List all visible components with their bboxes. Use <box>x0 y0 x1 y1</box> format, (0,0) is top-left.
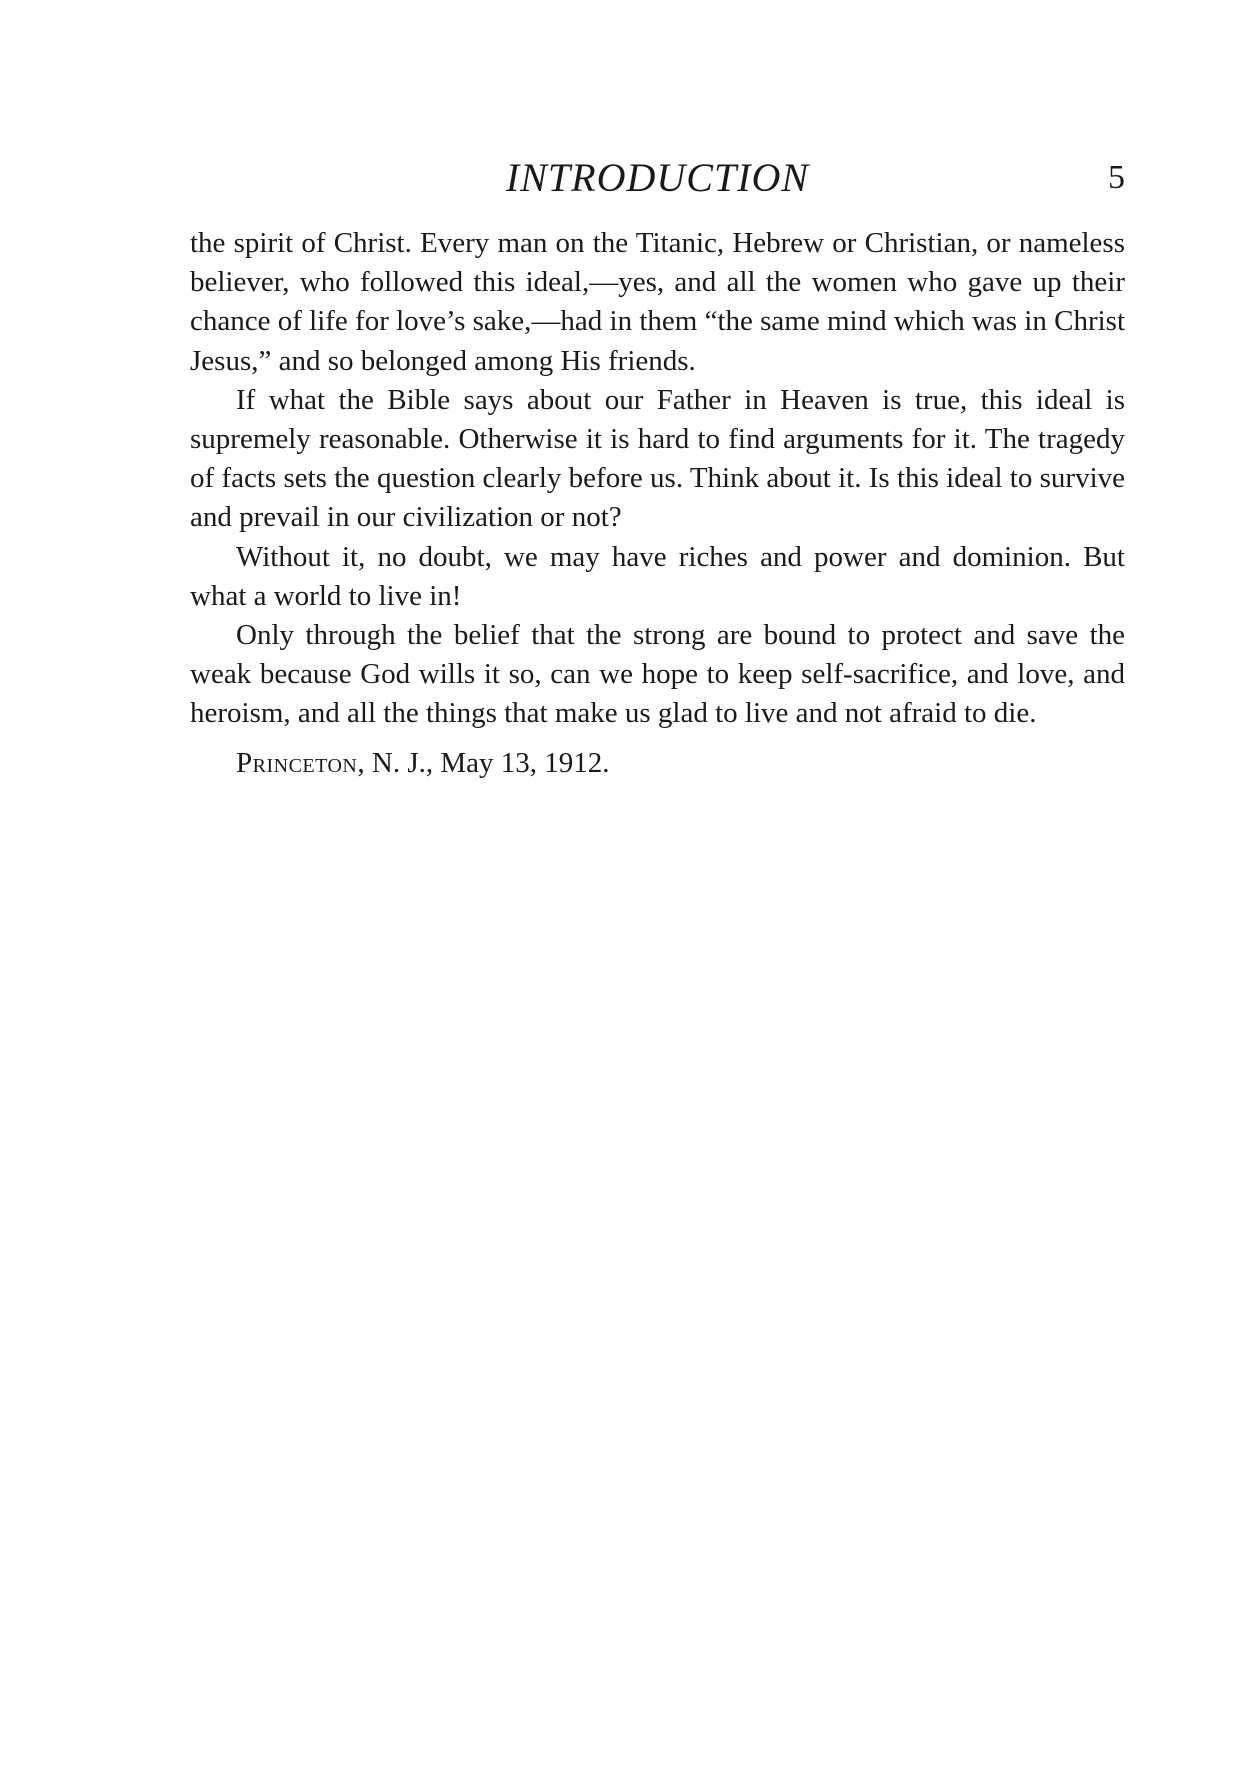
body-text <box>190 224 1125 783</box>
signature-date: , N. J., May 13, 1912. <box>357 746 610 779</box>
book-page <box>190 0 1125 1786</box>
paragraph-4: Only through the belief that the strong are bound to protect and save the weak because God wills it so, can we hope to keep self-sacrifice, and love, and heroism, and all the things that make us glad to live and not afraid to die. <box>190 619 1125 730</box>
paragraph-1: the spirit of Christ. Every man on the Titanic, Hebrew or Christian, or nameless believer, who followed this ideal,—yes, and all the women who gave up their chance of life for love’s sake,—had in them “the same mind which was in Christ Jesus,” and so belonged among His friends. <box>190 227 1125 377</box>
paragraph-2: If what the Bible says about our Father in Heaven is true, this ideal is supremely reasonable. Otherwise it is hard to find arguments for it. The tragedy of facts sets the question clearly before us. Think about it. Is this ideal to survive and prevail in our civilization or not? <box>190 383 1125 534</box>
signature-line <box>190 744 1125 783</box>
running-head <box>190 150 1125 206</box>
running-title: INTRODUCTION <box>505 155 810 200</box>
signature-place: Princeton <box>236 746 358 779</box>
page-number: 5 <box>1108 159 1125 196</box>
paragraph-3: Without it, no doubt, we may have riches and power and dominion. But what a world to live in! <box>190 540 1125 612</box>
